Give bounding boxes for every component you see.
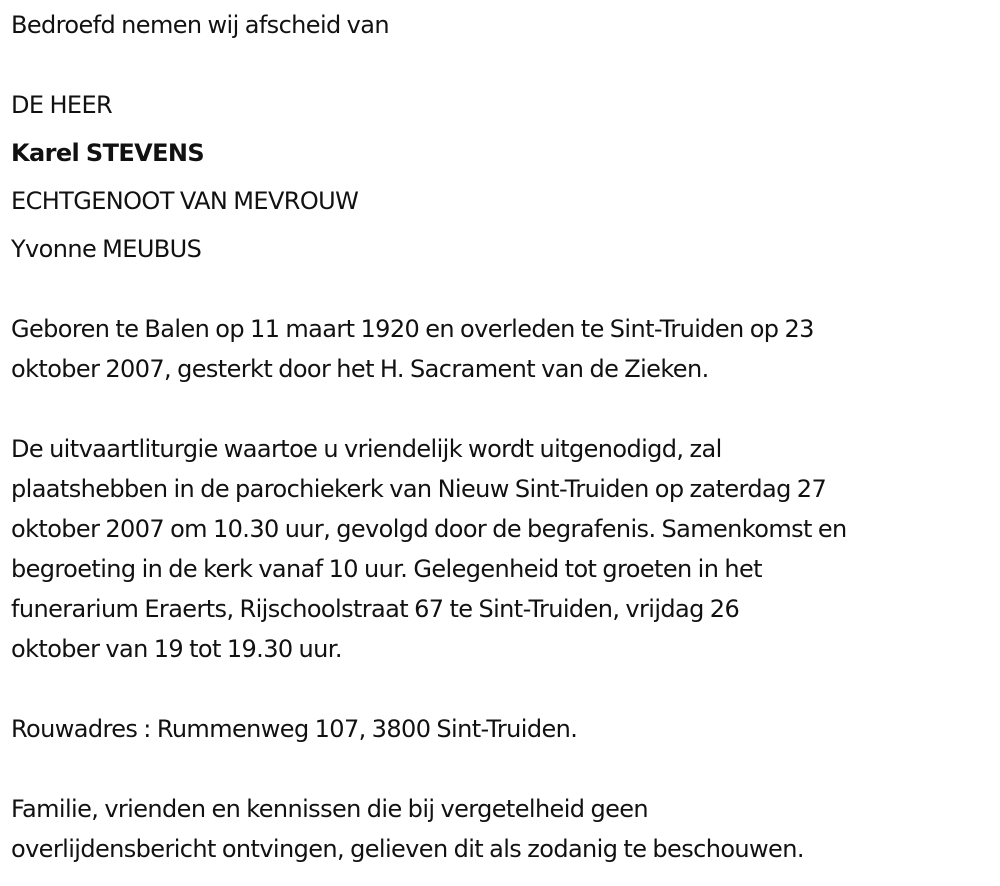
deceased-name: Karel STEVENS: [11, 139, 205, 167]
spouse-name: Yvonne MEUBUS: [11, 235, 202, 263]
paragraph-line: plaatshebben in de parochiekerk van Nieuw Sint-Truiden op zaterdag 27: [11, 475, 827, 503]
honorific: DE HEER: [11, 91, 113, 119]
intro-text: Bedroefd nemen wij afscheid van: [11, 11, 390, 39]
paragraph-line: Familie, vrienden en kennissen die bij vergetelheid geen: [11, 795, 649, 823]
paragraph-line: oktober van 19 tot 19.30 uur.: [11, 635, 342, 663]
paragraph-line: overlijdensbericht ontvingen, gelieven dit als zodanig te beschouwen.: [11, 835, 804, 863]
paragraph-line: begroeting in de kerk vanaf 10 uur. Gelegenheid tot groeten in het: [11, 555, 762, 583]
funeral-paragraph: [11, 429, 996, 669]
paragraph-line: funerarium Eraerts, Rijschoolstraat 67 te Sint-Truiden, vrijdag 26: [11, 595, 740, 623]
closing-paragraph: [11, 789, 996, 869]
paragraph-line: Geboren te Balen op 11 maart 1920 en overleden te Sint-Truiden op 23: [11, 315, 814, 343]
paragraph-line: oktober 2007 om 10.30 uur, gevolgd door de begrafenis. Samenkomst en: [11, 515, 847, 543]
birth-death-paragraph: [11, 309, 996, 389]
paragraph-line: De uitvaartliturgie waartoe u vriendelijk wordt uitgenodigd, zal: [11, 435, 722, 463]
mourning-address: Rouwadres : Rummenweg 107, 3800 Sint-Truiden.: [11, 715, 578, 743]
relation-text: ECHTGENOOT VAN MEVROUW: [11, 187, 359, 215]
paragraph-line: oktober 2007, gesterkt door het H. Sacrament van de Zieken.: [11, 355, 709, 383]
